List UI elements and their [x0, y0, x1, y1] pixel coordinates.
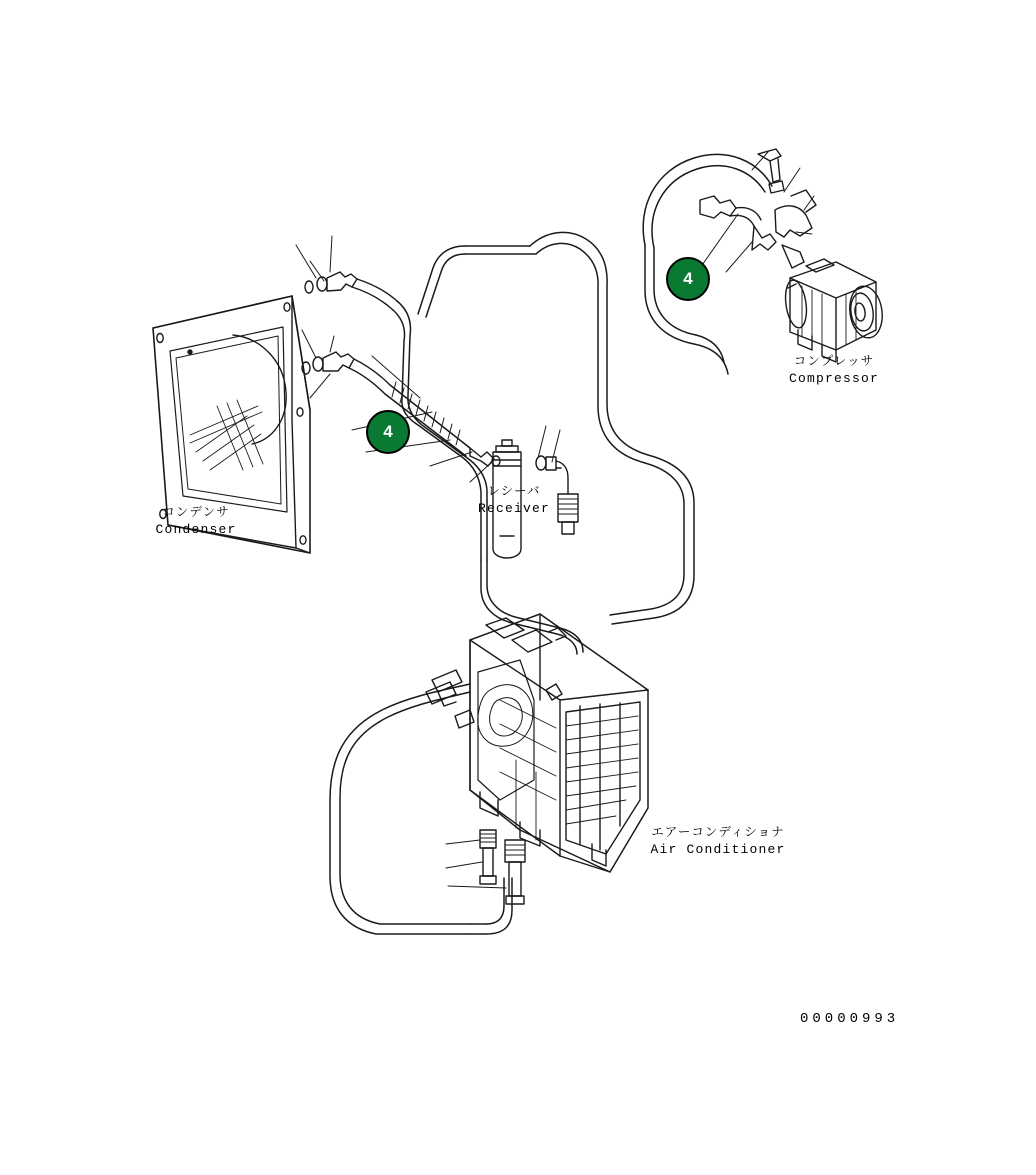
drawing-number: 00000993	[800, 1011, 900, 1027]
leader-lines	[296, 152, 814, 888]
label-compressor	[754, 355, 914, 387]
condenser-lower-fitting	[302, 352, 390, 394]
callout-4-condenser-hose[interactable]	[366, 410, 410, 454]
compressor-part	[783, 259, 886, 362]
condenser-upper-fitting	[305, 272, 397, 310]
label-condenser	[116, 506, 276, 538]
air-conditioner-hoses	[330, 684, 512, 934]
label-air-conditioner-jp: エアーコンディショナ	[651, 826, 785, 840]
label-air-conditioner	[618, 826, 818, 858]
compressor-hose-fittings	[700, 149, 816, 268]
ac-lower-fittings	[480, 830, 525, 904]
callout-4-compressor-hose[interactable]	[666, 257, 710, 301]
refrigerant-line-loop	[418, 154, 772, 654]
label-condenser-en: Condenser	[155, 521, 237, 537]
callout-number: 4	[383, 422, 393, 441]
label-receiver	[444, 485, 584, 517]
label-receiver-jp: レシーバ	[487, 485, 541, 499]
label-compressor-en: Compressor	[788, 370, 879, 386]
callout-number: 4	[683, 269, 693, 288]
label-air-conditioner-en: Air Conditioner	[650, 841, 786, 857]
air-conditioner-part	[426, 614, 648, 872]
label-condenser-jp: コンデンサ	[162, 506, 230, 520]
label-receiver-en: Receiver	[477, 500, 550, 516]
label-compressor-jp: コンプレッサ	[793, 355, 875, 369]
